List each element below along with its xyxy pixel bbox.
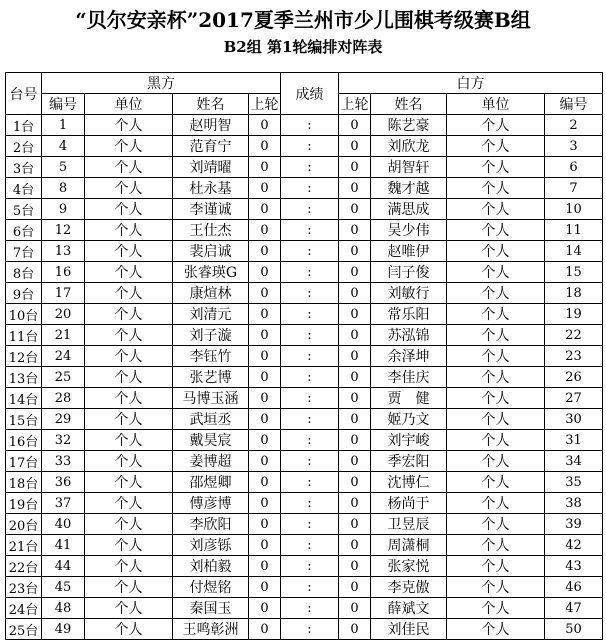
pairing-table	[5, 72, 603, 640]
header-white-number: 编号	[545, 94, 603, 115]
black-prev-cell: 0	[249, 409, 281, 430]
white-number-cell: 3	[545, 136, 603, 157]
black-name-cell: 康煊林	[173, 283, 249, 304]
white-number-cell: 31	[545, 430, 603, 451]
white-name-cell: 李佳庆	[371, 367, 447, 388]
black-unit-cell: 个人	[85, 535, 173, 556]
black-name-cell: 秦国玉	[173, 598, 249, 619]
table-row	[6, 178, 603, 199]
white-prev-cell: 0	[339, 535, 371, 556]
black-name-cell: 范育宁	[173, 136, 249, 157]
black-number-cell: 16	[42, 262, 85, 283]
board-cell: 14台	[6, 388, 42, 409]
white-unit-cell: 个人	[447, 241, 545, 262]
board-cell: 23台	[6, 577, 42, 598]
result-cell: :	[281, 493, 339, 514]
white-name-cell: 陈艺豪	[371, 115, 447, 136]
white-prev-cell: 0	[339, 220, 371, 241]
board-cell: 13台	[6, 367, 42, 388]
black-unit-cell: 个人	[85, 493, 173, 514]
white-name-cell: 常乐阳	[371, 304, 447, 325]
black-name-cell: 刘靖曜	[173, 157, 249, 178]
black-name-cell: 李欣阳	[173, 514, 249, 535]
white-name-cell: 季宏阳	[371, 451, 447, 472]
black-prev-cell: 0	[249, 136, 281, 157]
white-name-cell: 刘欣龙	[371, 136, 447, 157]
result-cell: :	[281, 178, 339, 199]
black-number-cell: 33	[42, 451, 85, 472]
white-unit-cell: 个人	[447, 157, 545, 178]
black-number-cell: 28	[42, 388, 85, 409]
black-prev-cell: 0	[249, 514, 281, 535]
white-prev-cell: 0	[339, 157, 371, 178]
board-cell: 1台	[6, 115, 42, 136]
table-row	[6, 514, 603, 535]
white-number-cell: 50	[545, 619, 603, 640]
white-unit-cell: 个人	[447, 136, 545, 157]
table-row	[6, 493, 603, 514]
white-prev-cell: 0	[339, 388, 371, 409]
white-prev-cell: 0	[339, 199, 371, 220]
black-number-cell: 8	[42, 178, 85, 199]
white-name-cell: 杨尚于	[371, 493, 447, 514]
white-number-cell: 42	[545, 535, 603, 556]
white-prev-cell: 0	[339, 241, 371, 262]
white-name-cell: 刘佳民	[371, 619, 447, 640]
black-number-cell: 49	[42, 619, 85, 640]
white-unit-cell: 个人	[447, 514, 545, 535]
black-prev-cell: 0	[249, 262, 281, 283]
black-prev-cell: 0	[249, 367, 281, 388]
board-cell: 6台	[6, 220, 42, 241]
black-name-cell: 戴昊宸	[173, 430, 249, 451]
white-name-cell: 李克傲	[371, 577, 447, 598]
table-row	[6, 115, 603, 136]
black-prev-cell: 0	[249, 304, 281, 325]
white-number-cell: 46	[545, 577, 603, 598]
black-number-cell: 41	[42, 535, 85, 556]
result-cell: :	[281, 283, 339, 304]
white-unit-cell: 个人	[447, 430, 545, 451]
black-unit-cell: 个人	[85, 199, 173, 220]
white-prev-cell: 0	[339, 514, 371, 535]
board-cell: 4台	[6, 178, 42, 199]
result-cell: :	[281, 199, 339, 220]
table-row	[6, 325, 603, 346]
black-name-cell: 赵明智	[173, 115, 249, 136]
table-row	[6, 262, 603, 283]
result-cell: :	[281, 346, 339, 367]
black-name-cell: 姜博超	[173, 451, 249, 472]
black-number-cell: 9	[42, 199, 85, 220]
black-prev-cell: 0	[249, 241, 281, 262]
white-unit-cell: 个人	[447, 304, 545, 325]
board-cell: 17台	[6, 451, 42, 472]
white-number-cell: 18	[545, 283, 603, 304]
black-prev-cell: 0	[249, 388, 281, 409]
result-cell: :	[281, 241, 339, 262]
board-cell: 3台	[6, 157, 42, 178]
white-name-cell: 满思成	[371, 199, 447, 220]
black-unit-cell: 个人	[85, 556, 173, 577]
table-row	[6, 283, 603, 304]
result-cell: :	[281, 451, 339, 472]
result-cell: :	[281, 535, 339, 556]
table-row	[6, 430, 603, 451]
black-number-cell: 4	[42, 136, 85, 157]
white-prev-cell: 0	[339, 304, 371, 325]
white-unit-cell: 个人	[447, 556, 545, 577]
result-cell: :	[281, 514, 339, 535]
black-number-cell: 48	[42, 598, 85, 619]
black-number-cell: 17	[42, 283, 85, 304]
black-number-cell: 12	[42, 220, 85, 241]
white-unit-cell: 个人	[447, 199, 545, 220]
black-prev-cell: 0	[249, 472, 281, 493]
black-unit-cell: 个人	[85, 577, 173, 598]
board-cell: 11台	[6, 325, 42, 346]
header-black-number: 编号	[42, 94, 85, 115]
black-number-cell: 21	[42, 325, 85, 346]
black-name-cell: 李钰竹	[173, 346, 249, 367]
white-name-cell: 刘敏行	[371, 283, 447, 304]
black-unit-cell: 个人	[85, 325, 173, 346]
white-unit-cell: 个人	[447, 535, 545, 556]
white-number-cell: 34	[545, 451, 603, 472]
black-prev-cell: 0	[249, 430, 281, 451]
black-number-cell: 29	[42, 409, 85, 430]
black-name-cell: 王鸣彰洲	[173, 619, 249, 640]
black-number-cell: 13	[42, 241, 85, 262]
white-prev-cell: 0	[339, 598, 371, 619]
table-row	[6, 388, 603, 409]
header-black-name: 姓名	[173, 94, 249, 115]
black-name-cell: 武垣丞	[173, 409, 249, 430]
table-row	[6, 451, 603, 472]
white-unit-cell: 个人	[447, 493, 545, 514]
black-prev-cell: 0	[249, 577, 281, 598]
board-cell: 19台	[6, 493, 42, 514]
result-cell: :	[281, 304, 339, 325]
table-row	[6, 199, 603, 220]
white-unit-cell: 个人	[447, 598, 545, 619]
black-number-cell: 5	[42, 157, 85, 178]
black-name-cell: 傅彦博	[173, 493, 249, 514]
result-cell: :	[281, 367, 339, 388]
document-subtitle: B2组 第1轮编排对阵表	[223, 38, 383, 56]
table-row	[6, 598, 603, 619]
black-name-cell: 邵煜卿	[173, 472, 249, 493]
table-row	[6, 304, 603, 325]
white-number-cell: 47	[545, 598, 603, 619]
white-name-cell: 刘宇峻	[371, 430, 447, 451]
black-number-cell: 32	[42, 430, 85, 451]
document-title: “贝尔安亲杯”2017夏季兰州市少儿围棋考级赛B组	[75, 8, 531, 32]
white-name-cell: 周潇桐	[371, 535, 447, 556]
black-name-cell: 杜永基	[173, 178, 249, 199]
white-prev-cell: 0	[339, 178, 371, 199]
white-prev-cell: 0	[339, 472, 371, 493]
header-result: 成绩	[281, 73, 339, 115]
white-name-cell: 吴少伟	[371, 220, 447, 241]
black-name-cell: 刘柏毅	[173, 556, 249, 577]
black-unit-cell: 个人	[85, 115, 173, 136]
board-cell: 2台	[6, 136, 42, 157]
black-unit-cell: 个人	[85, 136, 173, 157]
board-cell: 9台	[6, 283, 42, 304]
black-unit-cell: 个人	[85, 430, 173, 451]
white-name-cell: 卫昱辰	[371, 514, 447, 535]
black-name-cell: 王仕杰	[173, 220, 249, 241]
table-row	[6, 577, 603, 598]
white-number-cell: 22	[545, 325, 603, 346]
result-cell: :	[281, 598, 339, 619]
white-name-cell: 闫子俊	[371, 262, 447, 283]
header-board: 台号	[6, 73, 42, 115]
result-cell: :	[281, 136, 339, 157]
black-prev-cell: 0	[249, 556, 281, 577]
result-cell: :	[281, 325, 339, 346]
white-unit-cell: 个人	[447, 262, 545, 283]
board-cell: 24台	[6, 598, 42, 619]
white-name-cell: 姬乃文	[371, 409, 447, 430]
white-number-cell: 35	[545, 472, 603, 493]
white-number-cell: 23	[545, 346, 603, 367]
board-cell: 8台	[6, 262, 42, 283]
white-prev-cell: 0	[339, 556, 371, 577]
white-unit-cell: 个人	[447, 472, 545, 493]
black-name-cell: 裴启诚	[173, 241, 249, 262]
black-unit-cell: 个人	[85, 451, 173, 472]
white-name-cell: 魏才越	[371, 178, 447, 199]
black-unit-cell: 个人	[85, 157, 173, 178]
black-unit-cell: 个人	[85, 367, 173, 388]
black-prev-cell: 0	[249, 157, 281, 178]
black-name-cell: 马博玉涵	[173, 388, 249, 409]
table-row	[6, 367, 603, 388]
black-number-cell: 45	[42, 577, 85, 598]
black-unit-cell: 个人	[85, 178, 173, 199]
white-name-cell: 张家悦	[371, 556, 447, 577]
black-prev-cell: 0	[249, 199, 281, 220]
header-white-name: 姓名	[371, 94, 447, 115]
black-prev-cell: 0	[249, 598, 281, 619]
black-unit-cell: 个人	[85, 472, 173, 493]
black-prev-cell: 0	[249, 325, 281, 346]
black-unit-cell: 个人	[85, 283, 173, 304]
white-unit-cell: 个人	[447, 346, 545, 367]
header-white-prev: 上轮	[339, 94, 371, 115]
header-white-unit: 单位	[447, 94, 545, 115]
white-name-cell: 余泽坤	[371, 346, 447, 367]
black-prev-cell: 0	[249, 220, 281, 241]
white-prev-cell: 0	[339, 619, 371, 640]
header-black: 黑方	[42, 73, 281, 94]
header-black-prev: 上轮	[249, 94, 281, 115]
table-row	[6, 157, 603, 178]
white-number-cell: 14	[545, 241, 603, 262]
black-name-cell: 刘彦铄	[173, 535, 249, 556]
table-row	[6, 472, 603, 493]
white-unit-cell: 个人	[447, 367, 545, 388]
white-name-cell: 贾 健	[371, 388, 447, 409]
black-name-cell: 张睿瑛G	[173, 262, 249, 283]
board-cell: 21台	[6, 535, 42, 556]
table-row	[6, 409, 603, 430]
header-black-unit: 单位	[85, 94, 173, 115]
white-unit-cell: 个人	[447, 388, 545, 409]
black-prev-cell: 0	[249, 178, 281, 199]
white-number-cell: 6	[545, 157, 603, 178]
table-row	[6, 556, 603, 577]
board-cell: 22台	[6, 556, 42, 577]
white-number-cell: 43	[545, 556, 603, 577]
white-unit-cell: 个人	[447, 619, 545, 640]
white-prev-cell: 0	[339, 430, 371, 451]
result-cell: :	[281, 409, 339, 430]
white-prev-cell: 0	[339, 493, 371, 514]
black-unit-cell: 个人	[85, 241, 173, 262]
black-name-cell: 李谨诚	[173, 199, 249, 220]
white-name-cell: 赵唯伊	[371, 241, 447, 262]
board-cell: 25台	[6, 619, 42, 640]
white-prev-cell: 0	[339, 325, 371, 346]
white-number-cell: 10	[545, 199, 603, 220]
black-name-cell: 张艺博	[173, 367, 249, 388]
black-number-cell: 44	[42, 556, 85, 577]
black-prev-cell: 0	[249, 535, 281, 556]
board-cell: 10台	[6, 304, 42, 325]
white-prev-cell: 0	[339, 409, 371, 430]
black-prev-cell: 0	[249, 115, 281, 136]
result-cell: :	[281, 220, 339, 241]
result-cell: :	[281, 577, 339, 598]
white-unit-cell: 个人	[447, 451, 545, 472]
board-cell: 12台	[6, 346, 42, 367]
result-cell: :	[281, 430, 339, 451]
board-cell: 16台	[6, 430, 42, 451]
result-cell: :	[281, 619, 339, 640]
black-unit-cell: 个人	[85, 598, 173, 619]
board-cell: 7台	[6, 241, 42, 262]
black-unit-cell: 个人	[85, 304, 173, 325]
result-cell: :	[281, 556, 339, 577]
black-prev-cell: 0	[249, 346, 281, 367]
white-number-cell: 39	[545, 514, 603, 535]
black-name-cell: 刘清元	[173, 304, 249, 325]
black-number-cell: 36	[42, 472, 85, 493]
black-number-cell: 25	[42, 367, 85, 388]
black-number-cell: 37	[42, 493, 85, 514]
board-cell: 20台	[6, 514, 42, 535]
black-prev-cell: 0	[249, 493, 281, 514]
black-number-cell: 1	[42, 115, 85, 136]
black-prev-cell: 0	[249, 451, 281, 472]
white-prev-cell: 0	[339, 451, 371, 472]
board-cell: 5台	[6, 199, 42, 220]
table-row	[6, 535, 603, 556]
black-prev-cell: 0	[249, 283, 281, 304]
white-unit-cell: 个人	[447, 577, 545, 598]
header-white: 白方	[339, 73, 603, 94]
black-unit-cell: 个人	[85, 346, 173, 367]
board-cell: 18台	[6, 472, 42, 493]
table-row	[6, 220, 603, 241]
black-prev-cell: 0	[249, 619, 281, 640]
white-unit-cell: 个人	[447, 409, 545, 430]
black-number-cell: 20	[42, 304, 85, 325]
white-name-cell: 苏泓锦	[371, 325, 447, 346]
table-row	[6, 619, 603, 640]
table-row	[6, 241, 603, 262]
white-name-cell: 胡智轩	[371, 157, 447, 178]
white-number-cell: 30	[545, 409, 603, 430]
white-number-cell: 15	[545, 262, 603, 283]
board-cell: 15台	[6, 409, 42, 430]
black-unit-cell: 个人	[85, 220, 173, 241]
result-cell: :	[281, 472, 339, 493]
black-unit-cell: 个人	[85, 514, 173, 535]
black-number-cell: 24	[42, 346, 85, 367]
result-cell: :	[281, 262, 339, 283]
white-prev-cell: 0	[339, 577, 371, 598]
result-cell: :	[281, 157, 339, 178]
white-number-cell: 38	[545, 493, 603, 514]
black-name-cell: 付煜铭	[173, 577, 249, 598]
white-number-cell: 7	[545, 178, 603, 199]
black-number-cell: 40	[42, 514, 85, 535]
table-row	[6, 136, 603, 157]
pairing-rows	[6, 115, 603, 640]
result-cell: :	[281, 388, 339, 409]
white-unit-cell: 个人	[447, 115, 545, 136]
white-number-cell: 27	[545, 388, 603, 409]
white-unit-cell: 个人	[447, 178, 545, 199]
white-number-cell: 11	[545, 220, 603, 241]
black-name-cell: 刘子漩	[173, 325, 249, 346]
table-row	[6, 346, 603, 367]
white-number-cell: 19	[545, 304, 603, 325]
white-unit-cell: 个人	[447, 220, 545, 241]
black-unit-cell: 个人	[85, 409, 173, 430]
white-number-cell: 26	[545, 367, 603, 388]
black-unit-cell: 个人	[85, 262, 173, 283]
white-prev-cell: 0	[339, 262, 371, 283]
result-cell: :	[281, 115, 339, 136]
white-prev-cell: 0	[339, 115, 371, 136]
white-unit-cell: 个人	[447, 283, 545, 304]
white-unit-cell: 个人	[447, 325, 545, 346]
white-name-cell: 沈博仁	[371, 472, 447, 493]
black-unit-cell: 个人	[85, 619, 173, 640]
white-prev-cell: 0	[339, 283, 371, 304]
white-name-cell: 薛斌文	[371, 598, 447, 619]
white-prev-cell: 0	[339, 346, 371, 367]
black-unit-cell: 个人	[85, 388, 173, 409]
white-prev-cell: 0	[339, 136, 371, 157]
white-number-cell: 2	[545, 115, 603, 136]
white-prev-cell: 0	[339, 367, 371, 388]
